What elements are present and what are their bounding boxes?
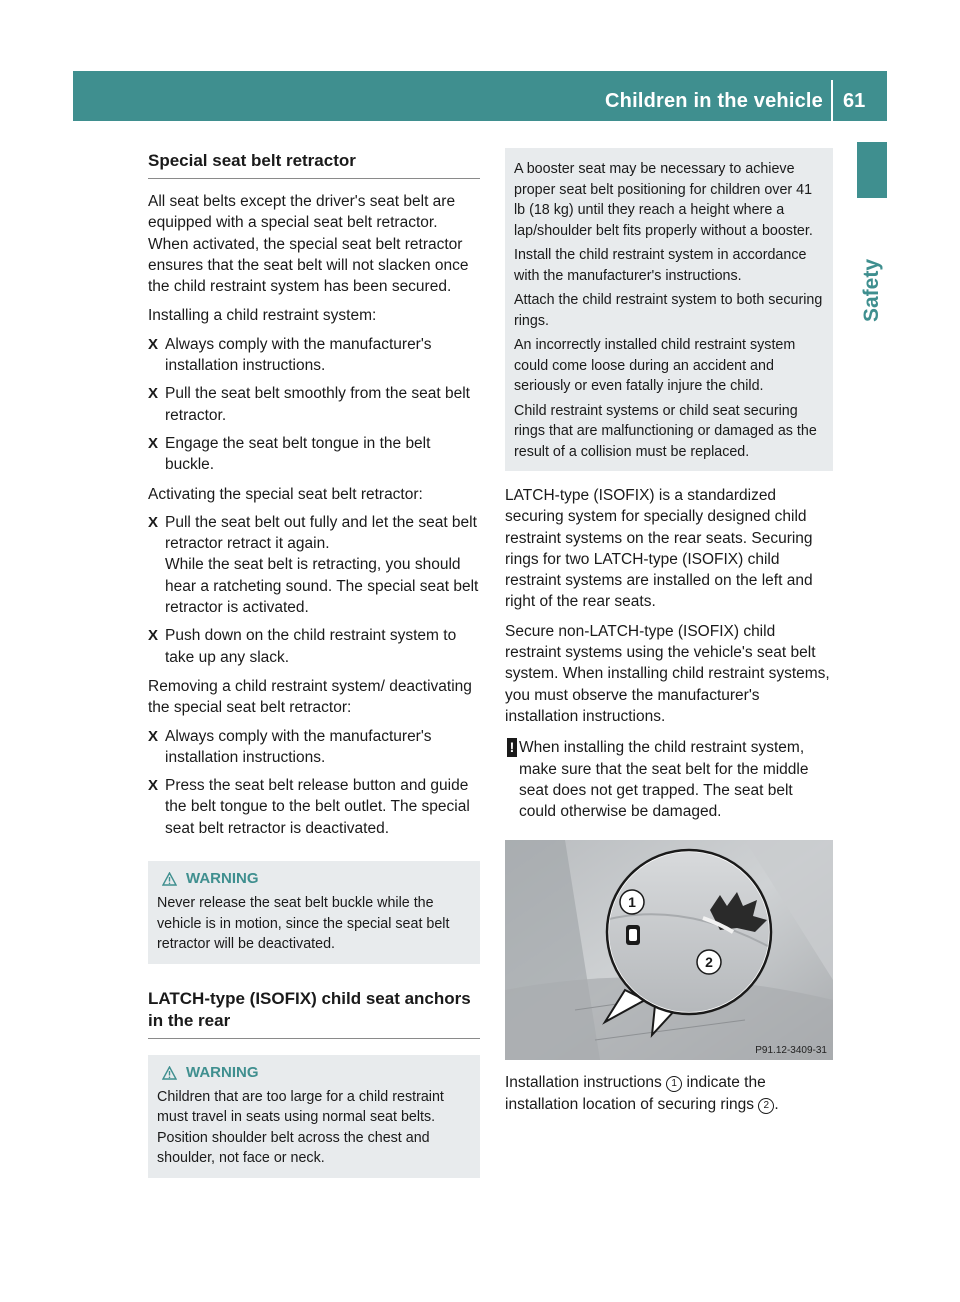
warning-text: Child restraint systems or child seat securing rings that are malfunctioning or damaged as the result of a collision must be replaced. — [514, 402, 817, 460]
paragraph: Activating the special seat belt retractor: — [148, 485, 423, 503]
list-item: X Always comply with the manufacturer's installation instructions. — [148, 727, 432, 766]
svg-text:1: 1 — [628, 894, 636, 911]
list-item: X Always comply with the manufacturer's installation instructions. — [148, 335, 432, 375]
warning-title: WARNING — [157, 1063, 472, 1083]
list-item: X Pull the seat belt out fully and let the seat belt retractor retract it again. While the seat belt is retracting, you should hear a ratcheting sound. The special seat belt retractor is activated. — [148, 513, 479, 617]
list-item: X Pull the seat belt smoothly from the seat belt retractor. — [148, 385, 470, 424]
step-marker: X — [148, 777, 159, 795]
warning-title: WARNING — [157, 869, 472, 889]
list-item: X Press the seat belt release button and guide the belt tongue to the belt outlet. The special seat belt retractor is deactivated. — [148, 777, 470, 837]
step-marker: X — [148, 727, 159, 745]
paragraph: Removing a child restraint system/ deactivating the special seat belt retractor: — [148, 677, 472, 717]
warning-box — [148, 1055, 480, 1178]
page-number: 61 — [843, 90, 866, 112]
side-tab-marker — [857, 142, 887, 198]
right-column — [505, 148, 833, 1115]
warning-box — [148, 861, 480, 964]
paragraph: Secure non-LATCH-type (ISOFIX) child restraint systems using the vehicle's seat belt system. When installing child restraint systems, you must observe the manufacturer's installation instructions. — [505, 622, 830, 725]
warning-text: Children that are too large for a child restraint must travel in seats using normal seat belts. Position shoulder belt across the chest and shoulder, not face or neck. — [157, 1088, 444, 1167]
rear-seat-illustration — [505, 840, 833, 1060]
warning-text: Attach the child restraint system to both securing rings. — [514, 292, 823, 329]
side-section-label: Safety — [860, 258, 883, 322]
warning-text: An incorrectly installed child restraint system could come loose during an accident and seriously or even fatally injure the child. — [514, 337, 796, 394]
paragraph: LATCH-type (ISOFIX) is a standardized securing system for specially designed child restraint systems on the rear seats. Securing rings for two LATCH-type (ISOFIX) child restraint systems are installed on the left and right of the rear seats. — [505, 487, 813, 611]
list-item: X Engage the seat belt tongue in the belt buckle. — [148, 434, 431, 474]
warning-text: A booster seat may be necessary to achieve proper seat belt positioning for children over 41 lb (18 kg) until they reach a height where a lap/shoulder belt fits properly without a booster. — [514, 161, 813, 239]
warning-continuation-box — [505, 148, 833, 471]
page-title: Children in the vehicle — [605, 90, 823, 112]
callout-2-inline: 2 — [758, 1098, 774, 1114]
step-marker: X — [148, 513, 159, 531]
paragraph: Installing a child restraint system: — [148, 307, 377, 325]
list-item: X Push down on the child restraint system to take up any slack. — [148, 627, 457, 666]
seat-anchor-figure — [505, 840, 833, 1060]
warning-triangle-icon — [162, 1066, 177, 1080]
callout-1 — [620, 890, 644, 914]
warning-triangle-icon — [162, 872, 177, 886]
paragraph: All seat belts except the driver's seat belt are equipped with a special seat belt retractor. When activated, the special seat belt retractor ensures that the seat belt will not slacken once the child restraint system has been secured. — [148, 193, 469, 296]
step-marker: X — [148, 335, 159, 353]
figure-code: P91.12-3409-31 — [755, 1045, 827, 1057]
svg-text:2: 2 — [705, 954, 713, 971]
step-marker: X — [148, 385, 159, 403]
callout-2 — [697, 950, 721, 974]
step-marker: X — [148, 434, 159, 452]
warning-text: Never release the seat belt buckle while the vehicle is in motion, since the special seat belt retractor will be deactivated. — [157, 895, 450, 953]
note-paragraph: ! When installing the child restraint system, make sure that the seat belt for the middle seat does not get trapped. The seat belt could otherwise be damaged. — [505, 737, 833, 822]
note-icon: ! — [507, 738, 517, 757]
callout-1-inline: 1 — [666, 1076, 682, 1092]
left-column — [148, 150, 480, 1178]
header-divider — [831, 80, 833, 121]
section-heading: Special seat belt retractor — [148, 150, 480, 179]
section-heading: LATCH-type (ISOFIX) child seat anchors in the rear — [148, 988, 480, 1039]
step-marker: X — [148, 627, 159, 645]
warning-text: Install the child restraint system in accordance with the manufacturer's instructions. — [514, 247, 807, 284]
figure-caption: Installation instructions 1 indicate the installation location of securing rings 2 . — [505, 1074, 779, 1113]
